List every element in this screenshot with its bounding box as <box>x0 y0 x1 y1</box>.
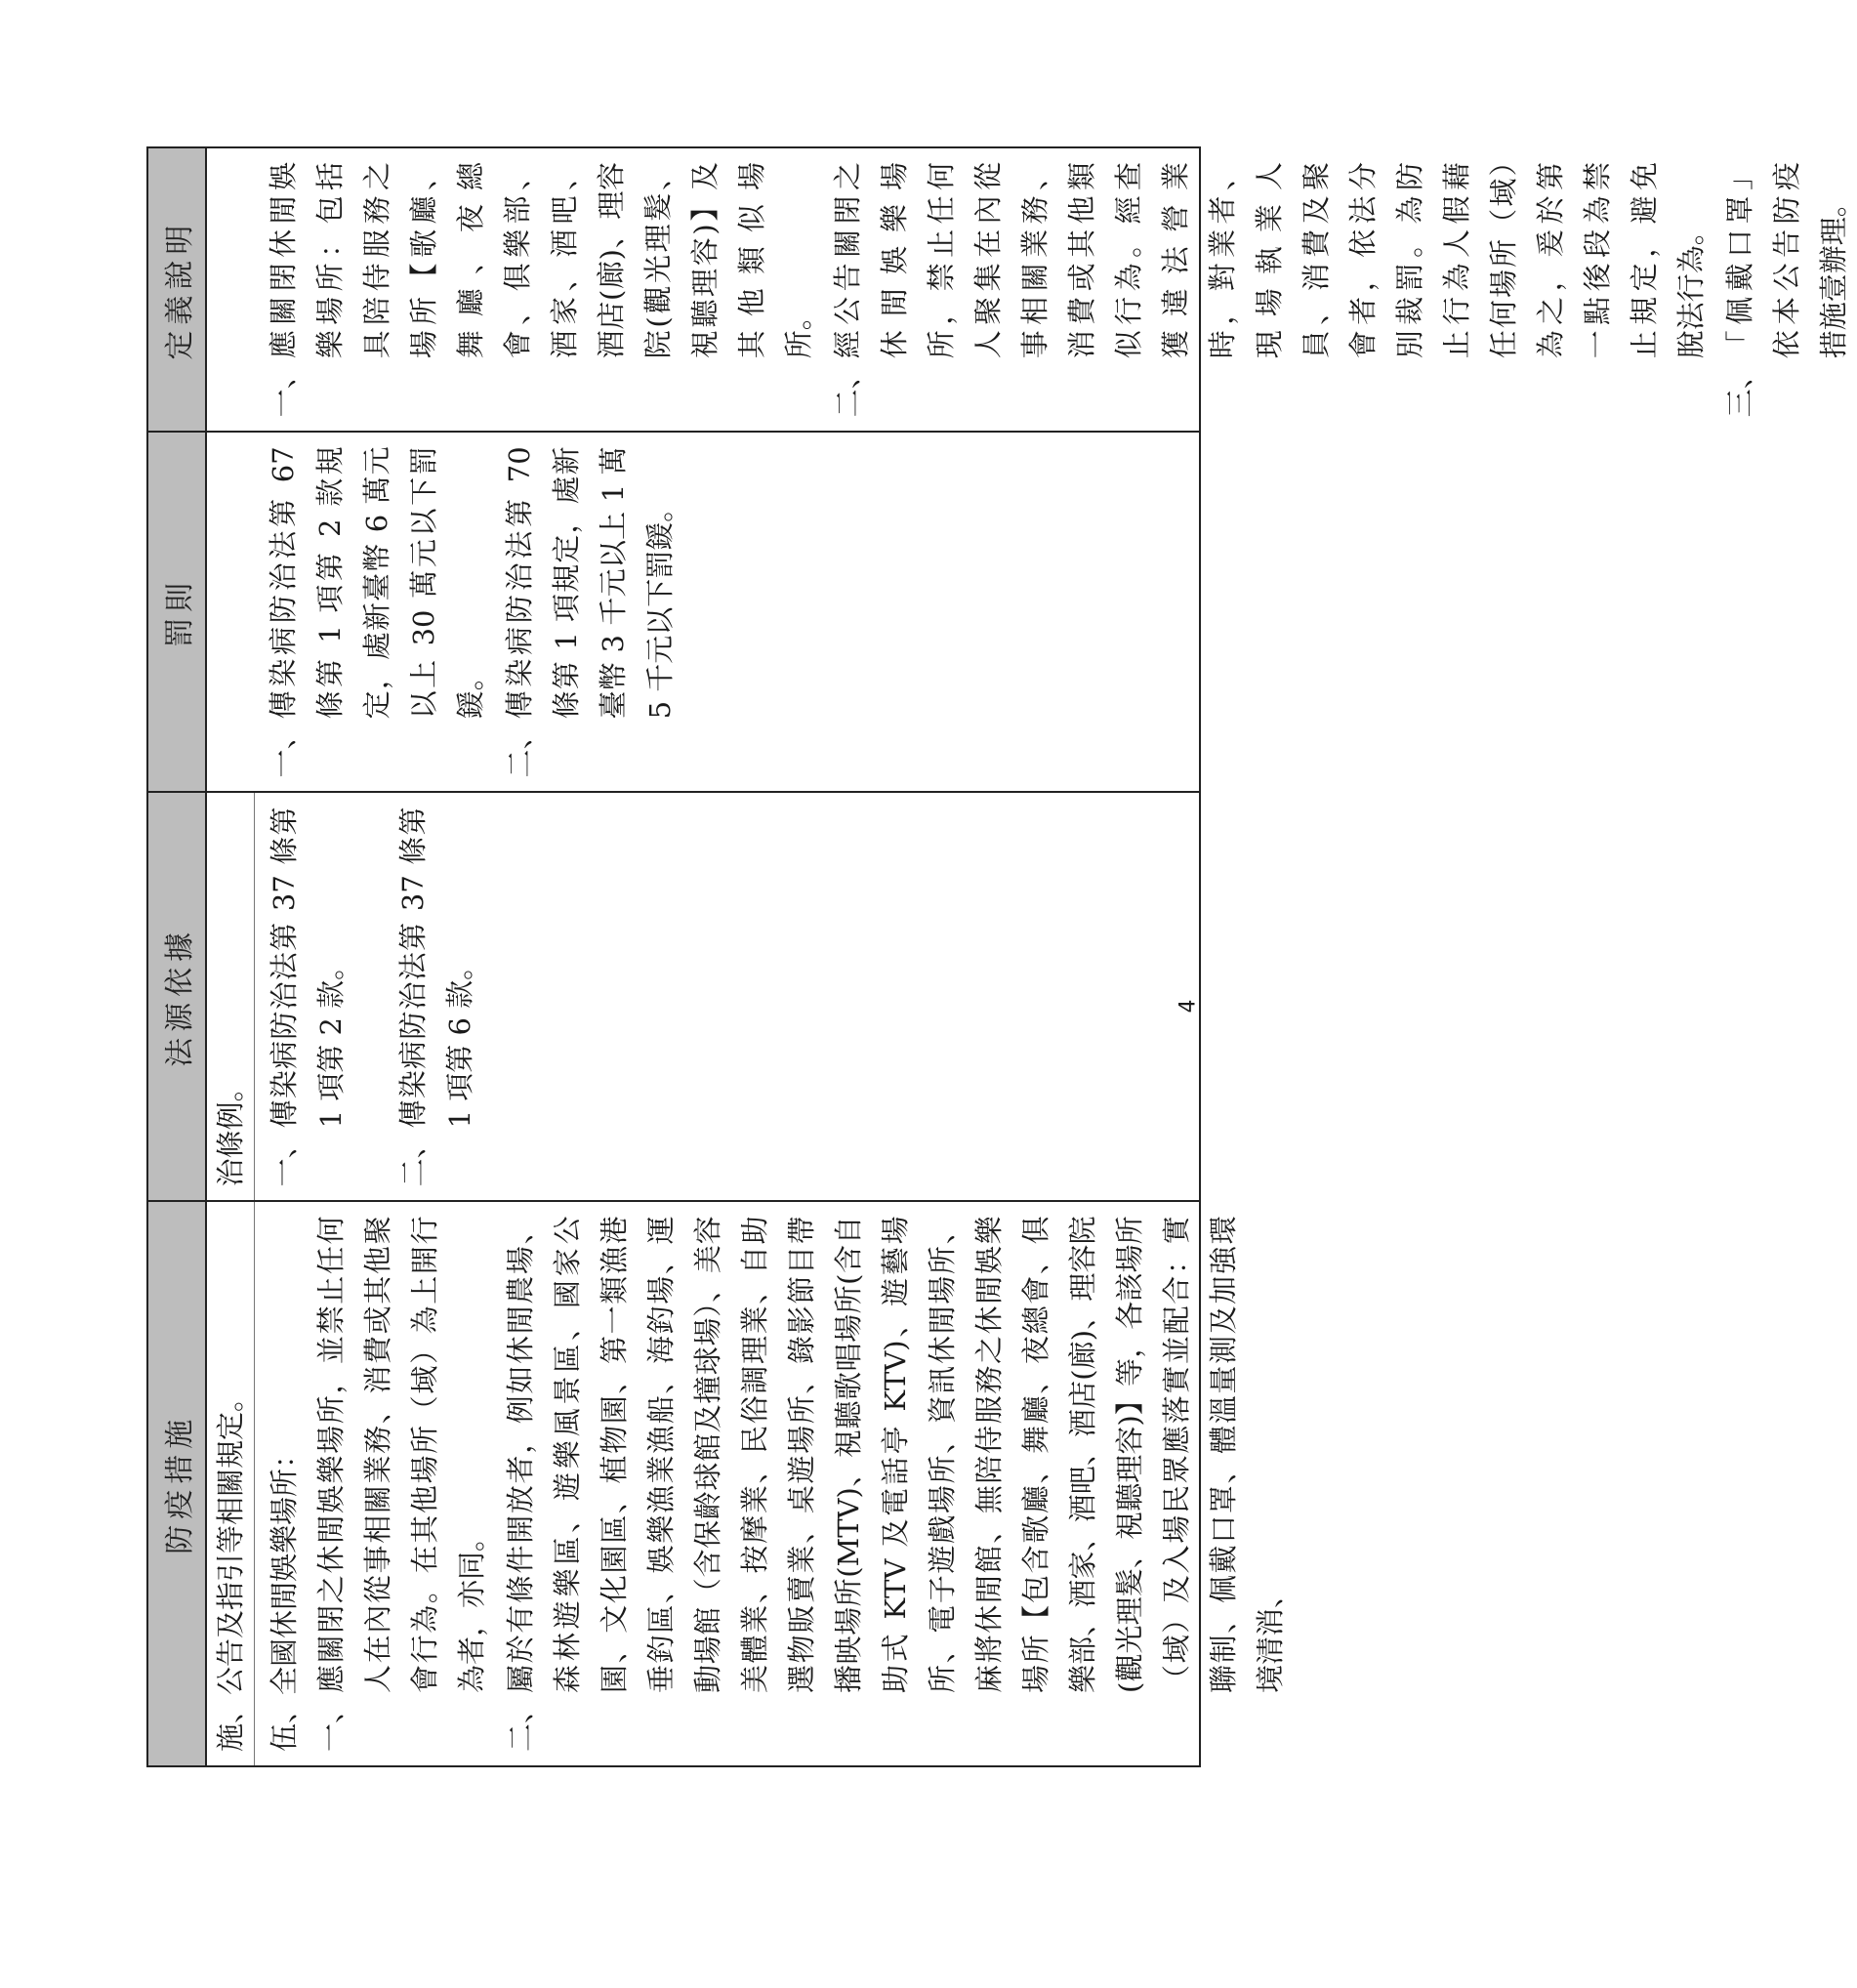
table-body-row <box>207 148 1850 1765</box>
item-text: 「佩戴口罩」依本公告防疫措施壹辦理。 <box>1723 161 1850 359</box>
item-number: 一、 <box>268 1130 301 1187</box>
item-number: 三、 <box>1723 360 1756 418</box>
page-number: 4 <box>1176 999 1201 1014</box>
legal-basis-item <box>261 807 354 1186</box>
item-number: 二、 <box>503 721 536 778</box>
penalty-cell <box>207 431 1199 791</box>
header-legal-basis: 法源依據 <box>148 791 207 1200</box>
item-text: 屬於有條件開放者，例如休閒農場、森林遊樂區、遊樂風景區、國家公園、文化園區、植物園、第一類漁港垂釣區、娛樂漁業漁船、海釣場、運動場館（含保齡球館及撞球場）、美容美體業、按摩業、民俗調理業、自助選物販賣業、桌遊場所、錄影節目帶播映場所(MTV)、視聽歌唱場所(含自助式 KTV 及電話亭 KTV)、遊藝場所、電子遊戲場所、資訊休閒場所、麻將休閒館、無陪侍服務之休閒娛樂場所【包含歌廳、舞廳、夜總會、俱樂部、酒家、酒吧、酒店(廊)、理容院(觀光理髮、視聽理容)】等，各該場所（域）及入場民眾應落實並配合：實聯制、佩戴口罩、體溫量測及加強環境清消、 <box>504 1216 1287 1693</box>
table-header-row <box>148 148 207 1765</box>
definition-item <box>260 162 822 417</box>
item-number: 二、 <box>504 1694 537 1752</box>
measures-item <box>308 1216 495 1752</box>
item-text: 應關閉之休閒娛樂場所，並禁止任何人在內從事相關業務、消費或其他聚會行為。在其他場所（域）為上開行為者，亦同。 <box>314 1216 488 1693</box>
item-number: 一、 <box>314 1694 348 1752</box>
item-number: 二、 <box>831 360 864 418</box>
item-number: 二、 <box>396 1130 430 1187</box>
item-text: 傳染病防治法第 70 條第 1 項規定，處新臺幣 3 千元以上 1 萬 5 千元以下罰鍰。 <box>503 446 677 720</box>
item-number: 一、 <box>267 721 300 778</box>
measures-continued-text: 施、公告及指引等相關規定。 <box>207 1202 255 1765</box>
header-penalty: 罰則 <box>148 431 207 791</box>
item-text: 經公告關閉之休閒娛樂場所，禁止任何人聚集在內從事相關業務、消費或其他類似行為。經查獲違法營業時，對業者、現場執業人員、消費及聚會者，依法分別裁罰。為防止行為人假藉任何場所（域）為之，爰於第一點後段為禁止規定，避免脫法行為。 <box>831 161 1708 359</box>
definition-item <box>824 162 1714 417</box>
definition-item <box>1716 162 1857 417</box>
measures-item <box>497 1216 1294 1752</box>
legal-basis-cell <box>207 791 1199 1200</box>
item-text: 傳染病防治法第 67 條第 1 項第 2 款規定，處新臺幣 6 萬元以上 30 萬元以下罰鍰。 <box>267 446 487 720</box>
rotated-document-table <box>146 146 1850 1767</box>
measures-section-title: 伍、全國休閒娛樂場所： <box>268 1439 301 1752</box>
item-text: 應關閉休閒娛樂場所：包括具陪侍服務之場所【歌廳、舞廳、夜總會、俱樂部、酒家、酒吧、酒店(廊)、理容院(觀光理髮、視聽理容)】及其他類似場所。 <box>267 161 815 359</box>
measures-cell <box>207 1200 1287 1765</box>
penalty-item <box>260 446 494 777</box>
legal-basis-continued-text: 治條例。 <box>207 793 255 1200</box>
penalty-item <box>496 446 683 777</box>
legal-basis-item <box>390 807 483 1186</box>
item-text: 傳染病防治法第 37 條第 1 項第 2 款。 <box>268 807 348 1129</box>
regulation-table <box>146 146 1850 1767</box>
header-definition: 定義說明 <box>148 148 207 431</box>
item-number: 一、 <box>267 360 300 418</box>
header-measures: 防疫措施 <box>148 1200 207 1765</box>
definition-cell <box>207 148 1850 431</box>
item-text: 傳染病防治法第 37 條第 1 項第 6 款。 <box>396 807 476 1129</box>
